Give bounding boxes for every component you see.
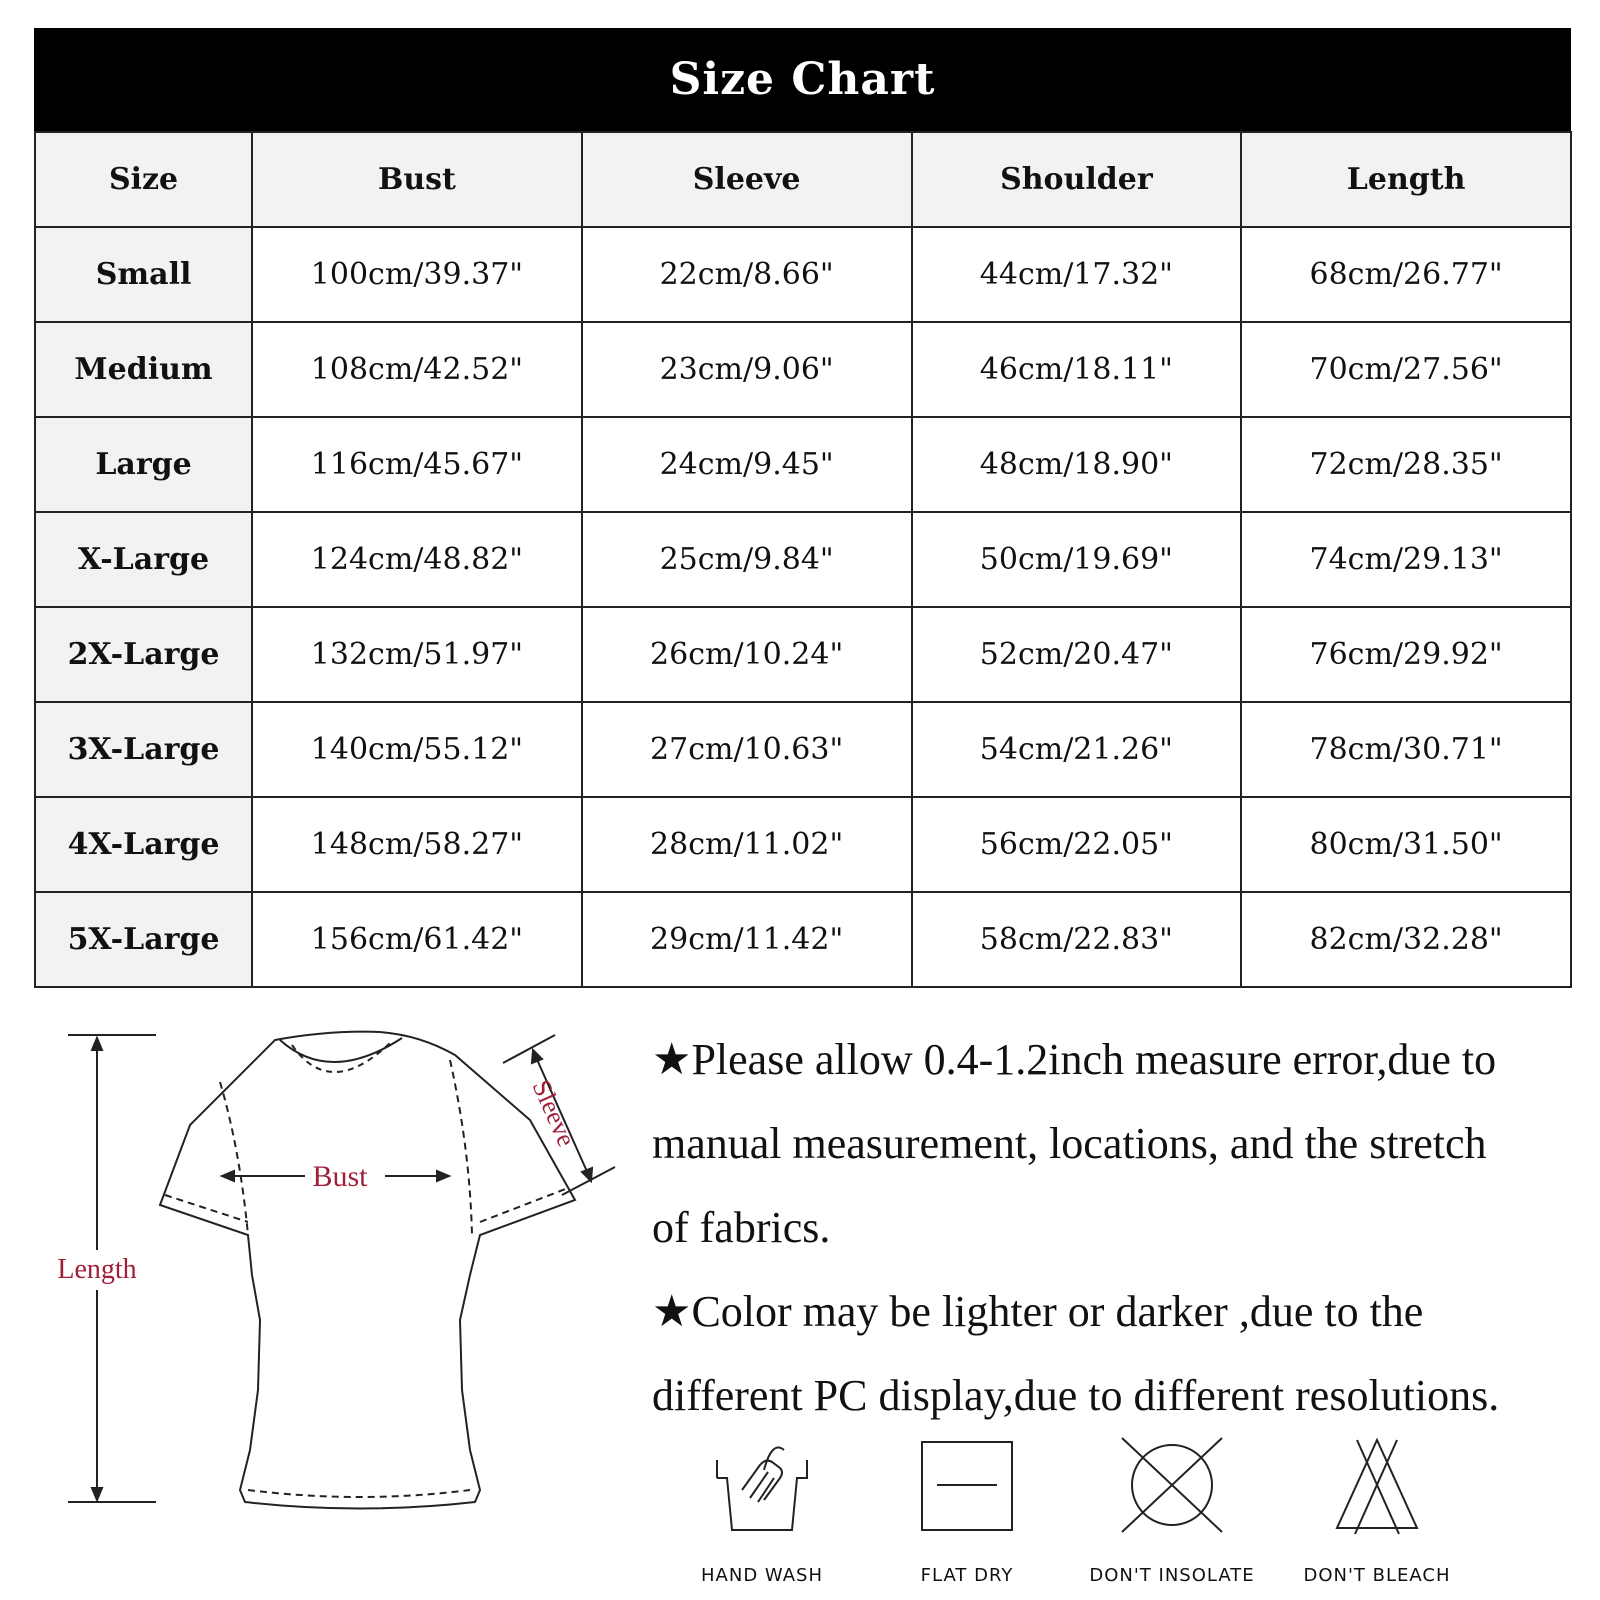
bust-cell: 100cm/39.37" <box>252 227 582 322</box>
table-row <box>35 702 1571 797</box>
header-bust: Bust <box>252 132 582 227</box>
notes-block <box>652 1018 1592 1438</box>
note-line: ★Color may be lighter or darker ,due to the <box>652 1287 1424 1336</box>
care-flat-dry <box>857 1430 1077 1590</box>
bust-cell: 140cm/55.12" <box>252 702 582 797</box>
header-sleeve: Sleeve <box>582 132 912 227</box>
note-line: different PC display,due to different resolutions. <box>652 1371 1500 1420</box>
tshirt-diagram <box>30 1010 640 1570</box>
sleeve-cell: 22cm/8.66" <box>582 227 912 322</box>
shoulder-cell: 48cm/18.90" <box>912 417 1242 512</box>
bust-cell: 156cm/61.42" <box>252 892 582 987</box>
shoulder-cell: 52cm/20.47" <box>912 607 1242 702</box>
size-cell: Medium <box>35 322 252 417</box>
length-cell: 74cm/29.13" <box>1241 512 1571 607</box>
bust-cell: 116cm/45.67" <box>252 417 582 512</box>
table-row <box>35 892 1571 987</box>
length-label: Length <box>57 1254 137 1285</box>
care-label: FLAT DRY <box>920 1565 1014 1586</box>
shoulder-cell: 46cm/18.11" <box>912 322 1242 417</box>
bust-label: Bust <box>312 1160 368 1193</box>
table-row <box>35 797 1571 892</box>
tshirt-outline-icon <box>160 1032 575 1509</box>
shoulder-cell: 54cm/21.26" <box>912 702 1242 797</box>
sleeve-cell: 25cm/9.84" <box>582 512 912 607</box>
bust-cell: 148cm/58.27" <box>252 797 582 892</box>
note-line: ★Please allow 0.4-1.2inch measure error,due to <box>652 1035 1497 1084</box>
care-hand-wash <box>652 1430 872 1590</box>
care-icons <box>652 1430 1592 1590</box>
size-cell: X-Large <box>35 512 252 607</box>
table-row <box>35 417 1571 512</box>
table-row <box>35 227 1571 322</box>
length-cell: 72cm/28.35" <box>1241 417 1571 512</box>
size-cell: 2X-Large <box>35 607 252 702</box>
dont-bleach-icon <box>1317 1430 1437 1540</box>
size-table <box>34 131 1572 988</box>
care-dont-insolate <box>1062 1430 1282 1590</box>
sleeve-cell: 27cm/10.63" <box>582 702 912 797</box>
flat-dry-icon <box>907 1430 1027 1540</box>
note-line: of fabrics. <box>652 1203 831 1252</box>
shoulder-cell: 56cm/22.05" <box>912 797 1242 892</box>
header-length: Length <box>1241 132 1571 227</box>
table-row <box>35 607 1571 702</box>
length-cell: 80cm/31.50" <box>1241 797 1571 892</box>
care-label: DON'T INSOLATE <box>1089 1565 1255 1586</box>
size-cell: Small <box>35 227 252 322</box>
sleeve-label: Sleeve <box>526 1075 582 1151</box>
header-shoulder: Shoulder <box>912 132 1242 227</box>
size-chart-title: Size Chart <box>34 28 1571 131</box>
size-cell: 4X-Large <box>35 797 252 892</box>
length-cell: 78cm/30.71" <box>1241 702 1571 797</box>
sleeve-cell: 26cm/10.24" <box>582 607 912 702</box>
length-cell: 76cm/29.92" <box>1241 607 1571 702</box>
care-label: HAND WASH <box>701 1565 823 1586</box>
sleeve-cell: 24cm/9.45" <box>582 417 912 512</box>
dont-insolate-icon <box>1112 1430 1232 1540</box>
shoulder-cell: 44cm/17.32" <box>912 227 1242 322</box>
length-cell: 68cm/26.77" <box>1241 227 1571 322</box>
sleeve-cell: 29cm/11.42" <box>582 892 912 987</box>
sleeve-cell: 28cm/11.02" <box>582 797 912 892</box>
sleeve-cell: 23cm/9.06" <box>582 322 912 417</box>
bust-cell: 108cm/42.52" <box>252 322 582 417</box>
header-size: Size <box>35 132 252 227</box>
care-label: DON'T BLEACH <box>1303 1565 1451 1586</box>
table-row <box>35 512 1571 607</box>
size-cell: Large <box>35 417 252 512</box>
note-line: manual measurement, locations, and the stretch <box>652 1119 1487 1168</box>
length-cell: 82cm/32.28" <box>1241 892 1571 987</box>
length-cell: 70cm/27.56" <box>1241 322 1571 417</box>
shoulder-cell: 58cm/22.83" <box>912 892 1242 987</box>
shoulder-cell: 50cm/19.69" <box>912 512 1242 607</box>
bust-cell: 132cm/51.97" <box>252 607 582 702</box>
size-cell: 5X-Large <box>35 892 252 987</box>
table-header-row <box>35 132 1571 227</box>
size-cell: 3X-Large <box>35 702 252 797</box>
table-row <box>35 322 1571 417</box>
care-dont-bleach <box>1267 1430 1487 1590</box>
bust-cell: 124cm/48.82" <box>252 512 582 607</box>
hand-wash-icon <box>702 1430 822 1540</box>
